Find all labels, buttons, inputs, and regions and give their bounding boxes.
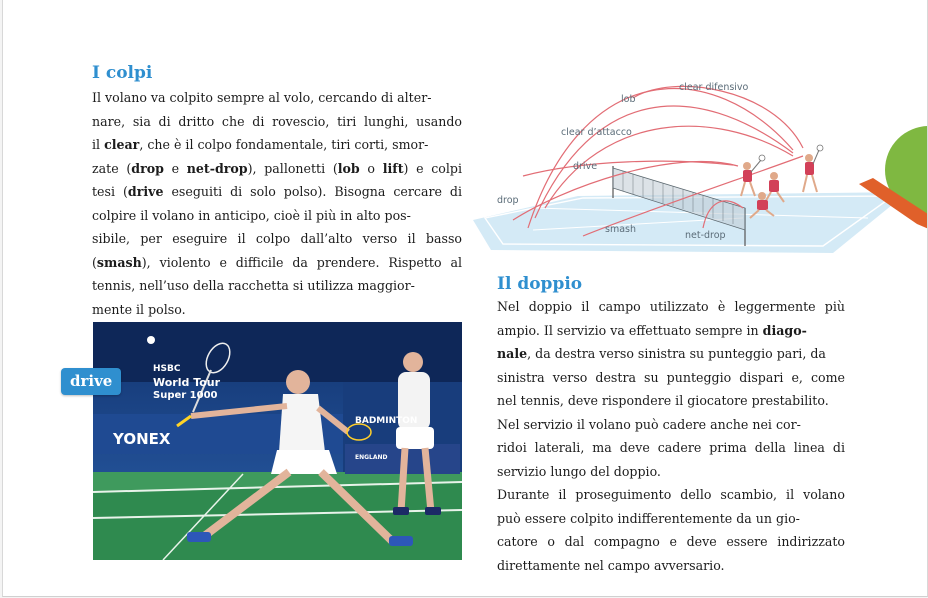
text-line: direttamente nel campo avversario. (497, 557, 725, 573)
label-clear-attacco: clear d’attacco (561, 127, 632, 138)
text-line: servizio lungo del doppio. (497, 463, 661, 479)
photo-sponsor-hsbc: HSBC (153, 364, 181, 374)
label-clear-difensivo: clear difensivo (679, 82, 749, 93)
text-line: Nel servizio il volano può cadere anche nei cor- (497, 416, 801, 432)
text-line: tesi (drive eseguiti di solo polso). Bisogna cercare di (92, 184, 463, 199)
label-drop: drop (497, 195, 519, 206)
photo-banner-2: ENGLAND (355, 454, 388, 461)
text-line: sinistra verso destra su punteggio dispari e, come (497, 369, 845, 385)
text-line: zate (drop e net-drop), pallonetti (lob o lift) e colpi (92, 160, 462, 176)
text-line: nale, da destra verso sinistra su punteggio pari, da (497, 346, 826, 361)
photo-sponsor-worldtour: World Tour (153, 376, 221, 389)
photo-sponsor-super: Super 1000 (153, 390, 218, 401)
text-line: il clear, che è il colpo fondamentale, tiri corti, smor- (92, 137, 429, 152)
text-line: colpire il volano in anticipo, cioè il più in alto pos- (92, 207, 411, 223)
label-drive: drive (573, 161, 598, 172)
text-line: sibile, per eseguire il colpo dall’alto verso il basso (92, 231, 462, 246)
text-line: (smash), violento e difficile da prendere. Rispetto al (92, 254, 462, 270)
label-lob: lob (621, 94, 636, 105)
text-line: catore o dal compagno e deve essere indirizzato (497, 534, 845, 549)
shots-diagram (473, 68, 913, 268)
photo-brand-yonex: YONEX (113, 430, 171, 448)
text-line: ampio. Il servizio va effettuato sempre in diago- (497, 322, 807, 338)
textbook-page (2, 0, 928, 597)
label-smash: smash (605, 224, 636, 235)
trajectory-high (633, 86, 803, 148)
section-title-doppio: Il doppio (497, 274, 583, 294)
text-line: ridoi laterali, ma deve cadere prima della linea di (497, 440, 845, 455)
player-1 (741, 155, 765, 196)
label-net-drop: net-drop (685, 230, 726, 241)
shuttlecock (147, 336, 155, 344)
text-line: può essere colpito indifferentemente da un gio- (497, 510, 800, 526)
text-line: mente il polso. (92, 301, 186, 317)
colpi-paragraph (92, 86, 462, 321)
section-title-colpi: I colpi (92, 63, 153, 83)
text-line: Nel doppio il campo utilizzato è leggermente più (497, 299, 845, 314)
text-line: tennis, nell’uso della racchetta si utilizza maggior- (92, 278, 415, 293)
text-line: Durante il proseguimento dello scambio, il volano (497, 487, 845, 502)
doppio-paragraph (497, 295, 845, 577)
text-line: nel tennis, deve rispondere il giocatore prestabilito. (497, 393, 829, 408)
badminton-photo (93, 322, 462, 560)
text-line: nare, sia di dritto che di rovescio, tiri lunghi, usando (92, 113, 462, 129)
player-3 (803, 145, 823, 192)
drive-badge: drive (61, 368, 121, 395)
decorative-shape (859, 120, 928, 230)
photo-banner: BADMINTON (355, 416, 418, 426)
text-line: Il volano va colpito sempre al volo, cercando di alter- (92, 90, 432, 105)
